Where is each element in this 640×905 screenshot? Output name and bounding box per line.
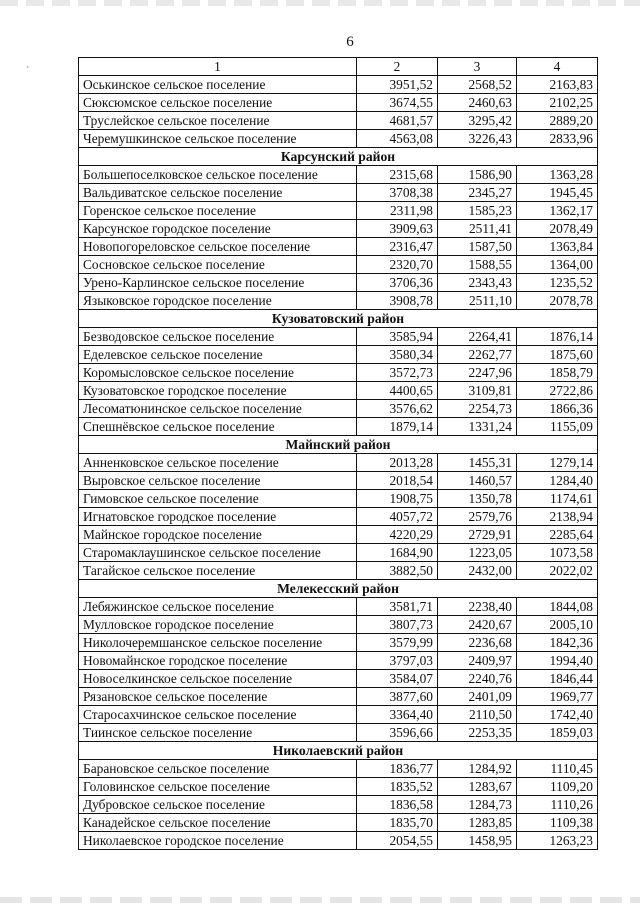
district-name: Кузоватовский район bbox=[79, 310, 598, 328]
settlement-name: Барановское сельское поселение bbox=[79, 760, 357, 778]
value-col-3: 1283,85 bbox=[438, 814, 517, 832]
table-row bbox=[79, 688, 598, 706]
table-row bbox=[79, 346, 598, 364]
value-col-2: 2013,28 bbox=[357, 454, 438, 472]
value-col-2: 1835,70 bbox=[357, 814, 438, 832]
value-col-3: 2110,50 bbox=[438, 706, 517, 724]
value-col-3: 2262,77 bbox=[438, 346, 517, 364]
district-header-row bbox=[79, 742, 598, 760]
settlement-name: Лебяжинское сельское поселение bbox=[79, 598, 357, 616]
settlement-name: Оськинское сельское поселение bbox=[79, 76, 357, 94]
value-col-4: 1110,26 bbox=[517, 796, 598, 814]
table-row bbox=[79, 418, 598, 436]
district-name: Мелекесский район bbox=[79, 580, 598, 598]
value-col-2: 2315,68 bbox=[357, 166, 438, 184]
table-row bbox=[79, 202, 598, 220]
settlement-name: Майнское городское поселение bbox=[79, 526, 357, 544]
value-col-2: 1879,14 bbox=[357, 418, 438, 436]
settlements-table bbox=[78, 57, 598, 850]
value-col-4: 2005,10 bbox=[517, 616, 598, 634]
table-row bbox=[79, 652, 598, 670]
value-col-4: 2102,25 bbox=[517, 94, 598, 112]
value-col-4: 1844,08 bbox=[517, 598, 598, 616]
value-col-4: 1859,03 bbox=[517, 724, 598, 742]
table-row bbox=[79, 328, 598, 346]
value-col-2: 3576,62 bbox=[357, 400, 438, 418]
table-row bbox=[79, 400, 598, 418]
value-col-3: 1350,78 bbox=[438, 490, 517, 508]
value-col-3: 1284,92 bbox=[438, 760, 517, 778]
value-col-2: 3797,03 bbox=[357, 652, 438, 670]
value-col-2: 3706,36 bbox=[357, 274, 438, 292]
value-col-4: 2078,49 bbox=[517, 220, 598, 238]
value-col-4: 1364,00 bbox=[517, 256, 598, 274]
value-col-4: 1174,61 bbox=[517, 490, 598, 508]
value-col-2: 1684,90 bbox=[357, 544, 438, 562]
settlement-name: Вальдиватское сельское поселение bbox=[79, 184, 357, 202]
value-col-2: 3807,73 bbox=[357, 616, 438, 634]
value-col-3: 1331,24 bbox=[438, 418, 517, 436]
settlement-name: Дубровское сельское поселение bbox=[79, 796, 357, 814]
settlement-name: Спешнёвское сельское поселение bbox=[79, 418, 357, 436]
value-col-3: 2511,41 bbox=[438, 220, 517, 238]
table-row bbox=[79, 760, 598, 778]
value-col-4: 1876,14 bbox=[517, 328, 598, 346]
value-col-4: 2078,78 bbox=[517, 292, 598, 310]
district-name: Николаевский район bbox=[79, 742, 598, 760]
value-col-3: 2460,63 bbox=[438, 94, 517, 112]
value-col-2: 4563,08 bbox=[357, 130, 438, 148]
table-row bbox=[79, 166, 598, 184]
value-col-4: 1846,44 bbox=[517, 670, 598, 688]
settlement-name: Старосахчинское сельское поселение bbox=[79, 706, 357, 724]
settlement-name: Рязановское сельское поселение bbox=[79, 688, 357, 706]
table-row bbox=[79, 778, 598, 796]
value-col-4: 1945,45 bbox=[517, 184, 598, 202]
district-header-row bbox=[79, 310, 598, 328]
district-header-row bbox=[79, 148, 598, 166]
settlement-name: Лесоматюнинское сельское поселение bbox=[79, 400, 357, 418]
value-col-3: 2236,68 bbox=[438, 634, 517, 652]
value-col-2: 3580,34 bbox=[357, 346, 438, 364]
value-col-2: 3585,94 bbox=[357, 328, 438, 346]
value-col-2: 1835,52 bbox=[357, 778, 438, 796]
column-header-3: 3 bbox=[438, 58, 517, 76]
value-col-2: 1908,75 bbox=[357, 490, 438, 508]
table-row bbox=[79, 184, 598, 202]
value-col-3: 1460,57 bbox=[438, 472, 517, 490]
value-col-3: 1458,95 bbox=[438, 832, 517, 850]
value-col-3: 1588,55 bbox=[438, 256, 517, 274]
value-col-3: 2254,73 bbox=[438, 400, 517, 418]
value-col-3: 2253,35 bbox=[438, 724, 517, 742]
column-header-1: 1 bbox=[79, 58, 357, 76]
settlement-name: Тагайское сельское поселение bbox=[79, 562, 357, 580]
settlement-name: Старомаклаушинское сельское поселение bbox=[79, 544, 357, 562]
value-col-3: 1586,90 bbox=[438, 166, 517, 184]
value-col-3: 2240,76 bbox=[438, 670, 517, 688]
value-col-2: 3674,55 bbox=[357, 94, 438, 112]
value-col-3: 2409,97 bbox=[438, 652, 517, 670]
value-col-3: 2238,40 bbox=[438, 598, 517, 616]
table-row bbox=[79, 472, 598, 490]
settlement-name: Языковское городское поселение bbox=[79, 292, 357, 310]
scan-mark: ` bbox=[26, 66, 30, 77]
settlement-name: Еделевское сельское поселение bbox=[79, 346, 357, 364]
settlement-name: Новопогореловское сельское поселение bbox=[79, 238, 357, 256]
value-col-3: 2432,00 bbox=[438, 562, 517, 580]
value-col-2: 3584,07 bbox=[357, 670, 438, 688]
value-col-4: 1284,40 bbox=[517, 472, 598, 490]
value-col-2: 4681,57 bbox=[357, 112, 438, 130]
table-row bbox=[79, 526, 598, 544]
value-col-4: 1742,40 bbox=[517, 706, 598, 724]
table-row bbox=[79, 130, 598, 148]
value-col-2: 4220,29 bbox=[357, 526, 438, 544]
value-col-2: 3908,78 bbox=[357, 292, 438, 310]
settlement-name: Николочеремшанское сельское поселение bbox=[79, 634, 357, 652]
value-col-4: 1109,38 bbox=[517, 814, 598, 832]
value-col-4: 1866,36 bbox=[517, 400, 598, 418]
column-header-2: 2 bbox=[357, 58, 438, 76]
value-col-2: 3579,99 bbox=[357, 634, 438, 652]
value-col-3: 2568,52 bbox=[438, 76, 517, 94]
table-row bbox=[79, 706, 598, 724]
value-col-3: 3109,81 bbox=[438, 382, 517, 400]
value-col-4: 2138,94 bbox=[517, 508, 598, 526]
value-col-2: 3951,52 bbox=[357, 76, 438, 94]
table-row bbox=[79, 256, 598, 274]
value-col-4: 2833,96 bbox=[517, 130, 598, 148]
value-col-2: 2320,70 bbox=[357, 256, 438, 274]
value-col-3: 2343,43 bbox=[438, 274, 517, 292]
value-col-2: 3909,63 bbox=[357, 220, 438, 238]
table-row bbox=[79, 490, 598, 508]
table-row bbox=[79, 724, 598, 742]
value-col-3: 1284,73 bbox=[438, 796, 517, 814]
value-col-2: 1836,77 bbox=[357, 760, 438, 778]
value-col-4: 1969,77 bbox=[517, 688, 598, 706]
settlement-name: Большепоселковское сельское поселение bbox=[79, 166, 357, 184]
settlement-name: Тиинское сельское поселение bbox=[79, 724, 357, 742]
settlement-name: Черемушкинское сельское поселение bbox=[79, 130, 357, 148]
table-row bbox=[79, 220, 598, 238]
value-col-4: 1994,40 bbox=[517, 652, 598, 670]
value-col-4: 2022,02 bbox=[517, 562, 598, 580]
settlement-name: Новоселкинское сельское поселение bbox=[79, 670, 357, 688]
value-col-4: 1279,14 bbox=[517, 454, 598, 472]
table-row bbox=[79, 832, 598, 850]
table-row bbox=[79, 364, 598, 382]
settlement-name: Коромысловское сельское поселение bbox=[79, 364, 357, 382]
value-col-4: 1155,09 bbox=[517, 418, 598, 436]
settlement-name: Мулловское городское поселение bbox=[79, 616, 357, 634]
value-col-4: 2285,64 bbox=[517, 526, 598, 544]
value-col-2: 3364,40 bbox=[357, 706, 438, 724]
value-col-4: 1110,45 bbox=[517, 760, 598, 778]
value-col-3: 2420,67 bbox=[438, 616, 517, 634]
scan-artifact-bottom bbox=[0, 897, 640, 903]
table-row bbox=[79, 292, 598, 310]
value-col-3: 1455,31 bbox=[438, 454, 517, 472]
scan-artifact-top bbox=[0, 0, 640, 6]
settlement-name: Анненковское сельское поселение bbox=[79, 454, 357, 472]
value-col-3: 2729,91 bbox=[438, 526, 517, 544]
value-col-2: 3581,71 bbox=[357, 598, 438, 616]
table-row bbox=[79, 814, 598, 832]
settlement-name: Сюксюмское сельское поселение bbox=[79, 94, 357, 112]
table-row bbox=[79, 274, 598, 292]
value-col-2: 4400,65 bbox=[357, 382, 438, 400]
table-row bbox=[79, 544, 598, 562]
table-row bbox=[79, 382, 598, 400]
settlement-name: Горенское сельское поселение bbox=[79, 202, 357, 220]
value-col-4: 2722,86 bbox=[517, 382, 598, 400]
table-row bbox=[79, 634, 598, 652]
settlement-name: Кузоватовское городское поселение bbox=[79, 382, 357, 400]
value-col-2: 4057,72 bbox=[357, 508, 438, 526]
document-sheet bbox=[78, 57, 597, 850]
value-col-2: 2316,47 bbox=[357, 238, 438, 256]
value-col-3: 2264,41 bbox=[438, 328, 517, 346]
value-col-4: 1362,17 bbox=[517, 202, 598, 220]
value-col-2: 3882,50 bbox=[357, 562, 438, 580]
value-col-4: 1842,36 bbox=[517, 634, 598, 652]
value-col-3: 2511,10 bbox=[438, 292, 517, 310]
settlement-name: Безводовское сельское поселение bbox=[79, 328, 357, 346]
value-col-3: 1283,67 bbox=[438, 778, 517, 796]
value-col-2: 2054,55 bbox=[357, 832, 438, 850]
district-name: Карсунский район bbox=[79, 148, 598, 166]
settlement-name: Выровское сельское поселение bbox=[79, 472, 357, 490]
value-col-4: 1263,23 bbox=[517, 832, 598, 850]
table-header-row bbox=[79, 58, 598, 76]
settlement-name: Игнатовское городское поселение bbox=[79, 508, 357, 526]
value-col-3: 2247,96 bbox=[438, 364, 517, 382]
value-col-2: 1836,58 bbox=[357, 796, 438, 814]
value-col-3: 3226,43 bbox=[438, 130, 517, 148]
value-col-3: 1585,23 bbox=[438, 202, 517, 220]
table-row bbox=[79, 670, 598, 688]
table-body bbox=[79, 58, 598, 850]
settlement-name: Николаевское городское поселение bbox=[79, 832, 357, 850]
table-row bbox=[79, 76, 598, 94]
value-col-3: 2345,27 bbox=[438, 184, 517, 202]
settlement-name: Канадейское сельское поселение bbox=[79, 814, 357, 832]
table-row bbox=[79, 238, 598, 256]
value-col-2: 2018,54 bbox=[357, 472, 438, 490]
table-row bbox=[79, 94, 598, 112]
table-row bbox=[79, 508, 598, 526]
settlement-name: Урено-Карлинское сельское поселение bbox=[79, 274, 357, 292]
value-col-4: 1875,60 bbox=[517, 346, 598, 364]
value-col-3: 3295,42 bbox=[438, 112, 517, 130]
table-row bbox=[79, 454, 598, 472]
settlement-name: Карсунское городское поселение bbox=[79, 220, 357, 238]
value-col-3: 2401,09 bbox=[438, 688, 517, 706]
table-row bbox=[79, 796, 598, 814]
table-row bbox=[79, 112, 598, 130]
table-row bbox=[79, 598, 598, 616]
value-col-2: 2311,98 bbox=[357, 202, 438, 220]
settlement-name: Труслейское сельское поселение bbox=[79, 112, 357, 130]
settlement-name: Новомайнское городское поселение bbox=[79, 652, 357, 670]
value-col-2: 3572,73 bbox=[357, 364, 438, 382]
value-col-3: 2579,76 bbox=[438, 508, 517, 526]
value-col-4: 1073,58 bbox=[517, 544, 598, 562]
value-col-4: 2889,20 bbox=[517, 112, 598, 130]
value-col-2: 3877,60 bbox=[357, 688, 438, 706]
value-col-4: 1109,20 bbox=[517, 778, 598, 796]
district-header-row bbox=[79, 436, 598, 454]
table-row bbox=[79, 616, 598, 634]
district-header-row bbox=[79, 580, 598, 598]
column-header-4: 4 bbox=[517, 58, 598, 76]
settlement-name: Головинское сельское поселение bbox=[79, 778, 357, 796]
table-row bbox=[79, 562, 598, 580]
settlement-name: Гимовское сельское поселение bbox=[79, 490, 357, 508]
value-col-4: 1363,28 bbox=[517, 166, 598, 184]
page-number: 6 bbox=[346, 34, 354, 50]
value-col-3: 1223,05 bbox=[438, 544, 517, 562]
value-col-4: 1235,52 bbox=[517, 274, 598, 292]
value-col-2: 3708,38 bbox=[357, 184, 438, 202]
value-col-2: 3596,66 bbox=[357, 724, 438, 742]
settlement-name: Сосновское сельское поселение bbox=[79, 256, 357, 274]
value-col-4: 1363,84 bbox=[517, 238, 598, 256]
district-name: Майнский район bbox=[79, 436, 598, 454]
value-col-4: 2163,83 bbox=[517, 76, 598, 94]
value-col-4: 1858,79 bbox=[517, 364, 598, 382]
value-col-3: 1587,50 bbox=[438, 238, 517, 256]
